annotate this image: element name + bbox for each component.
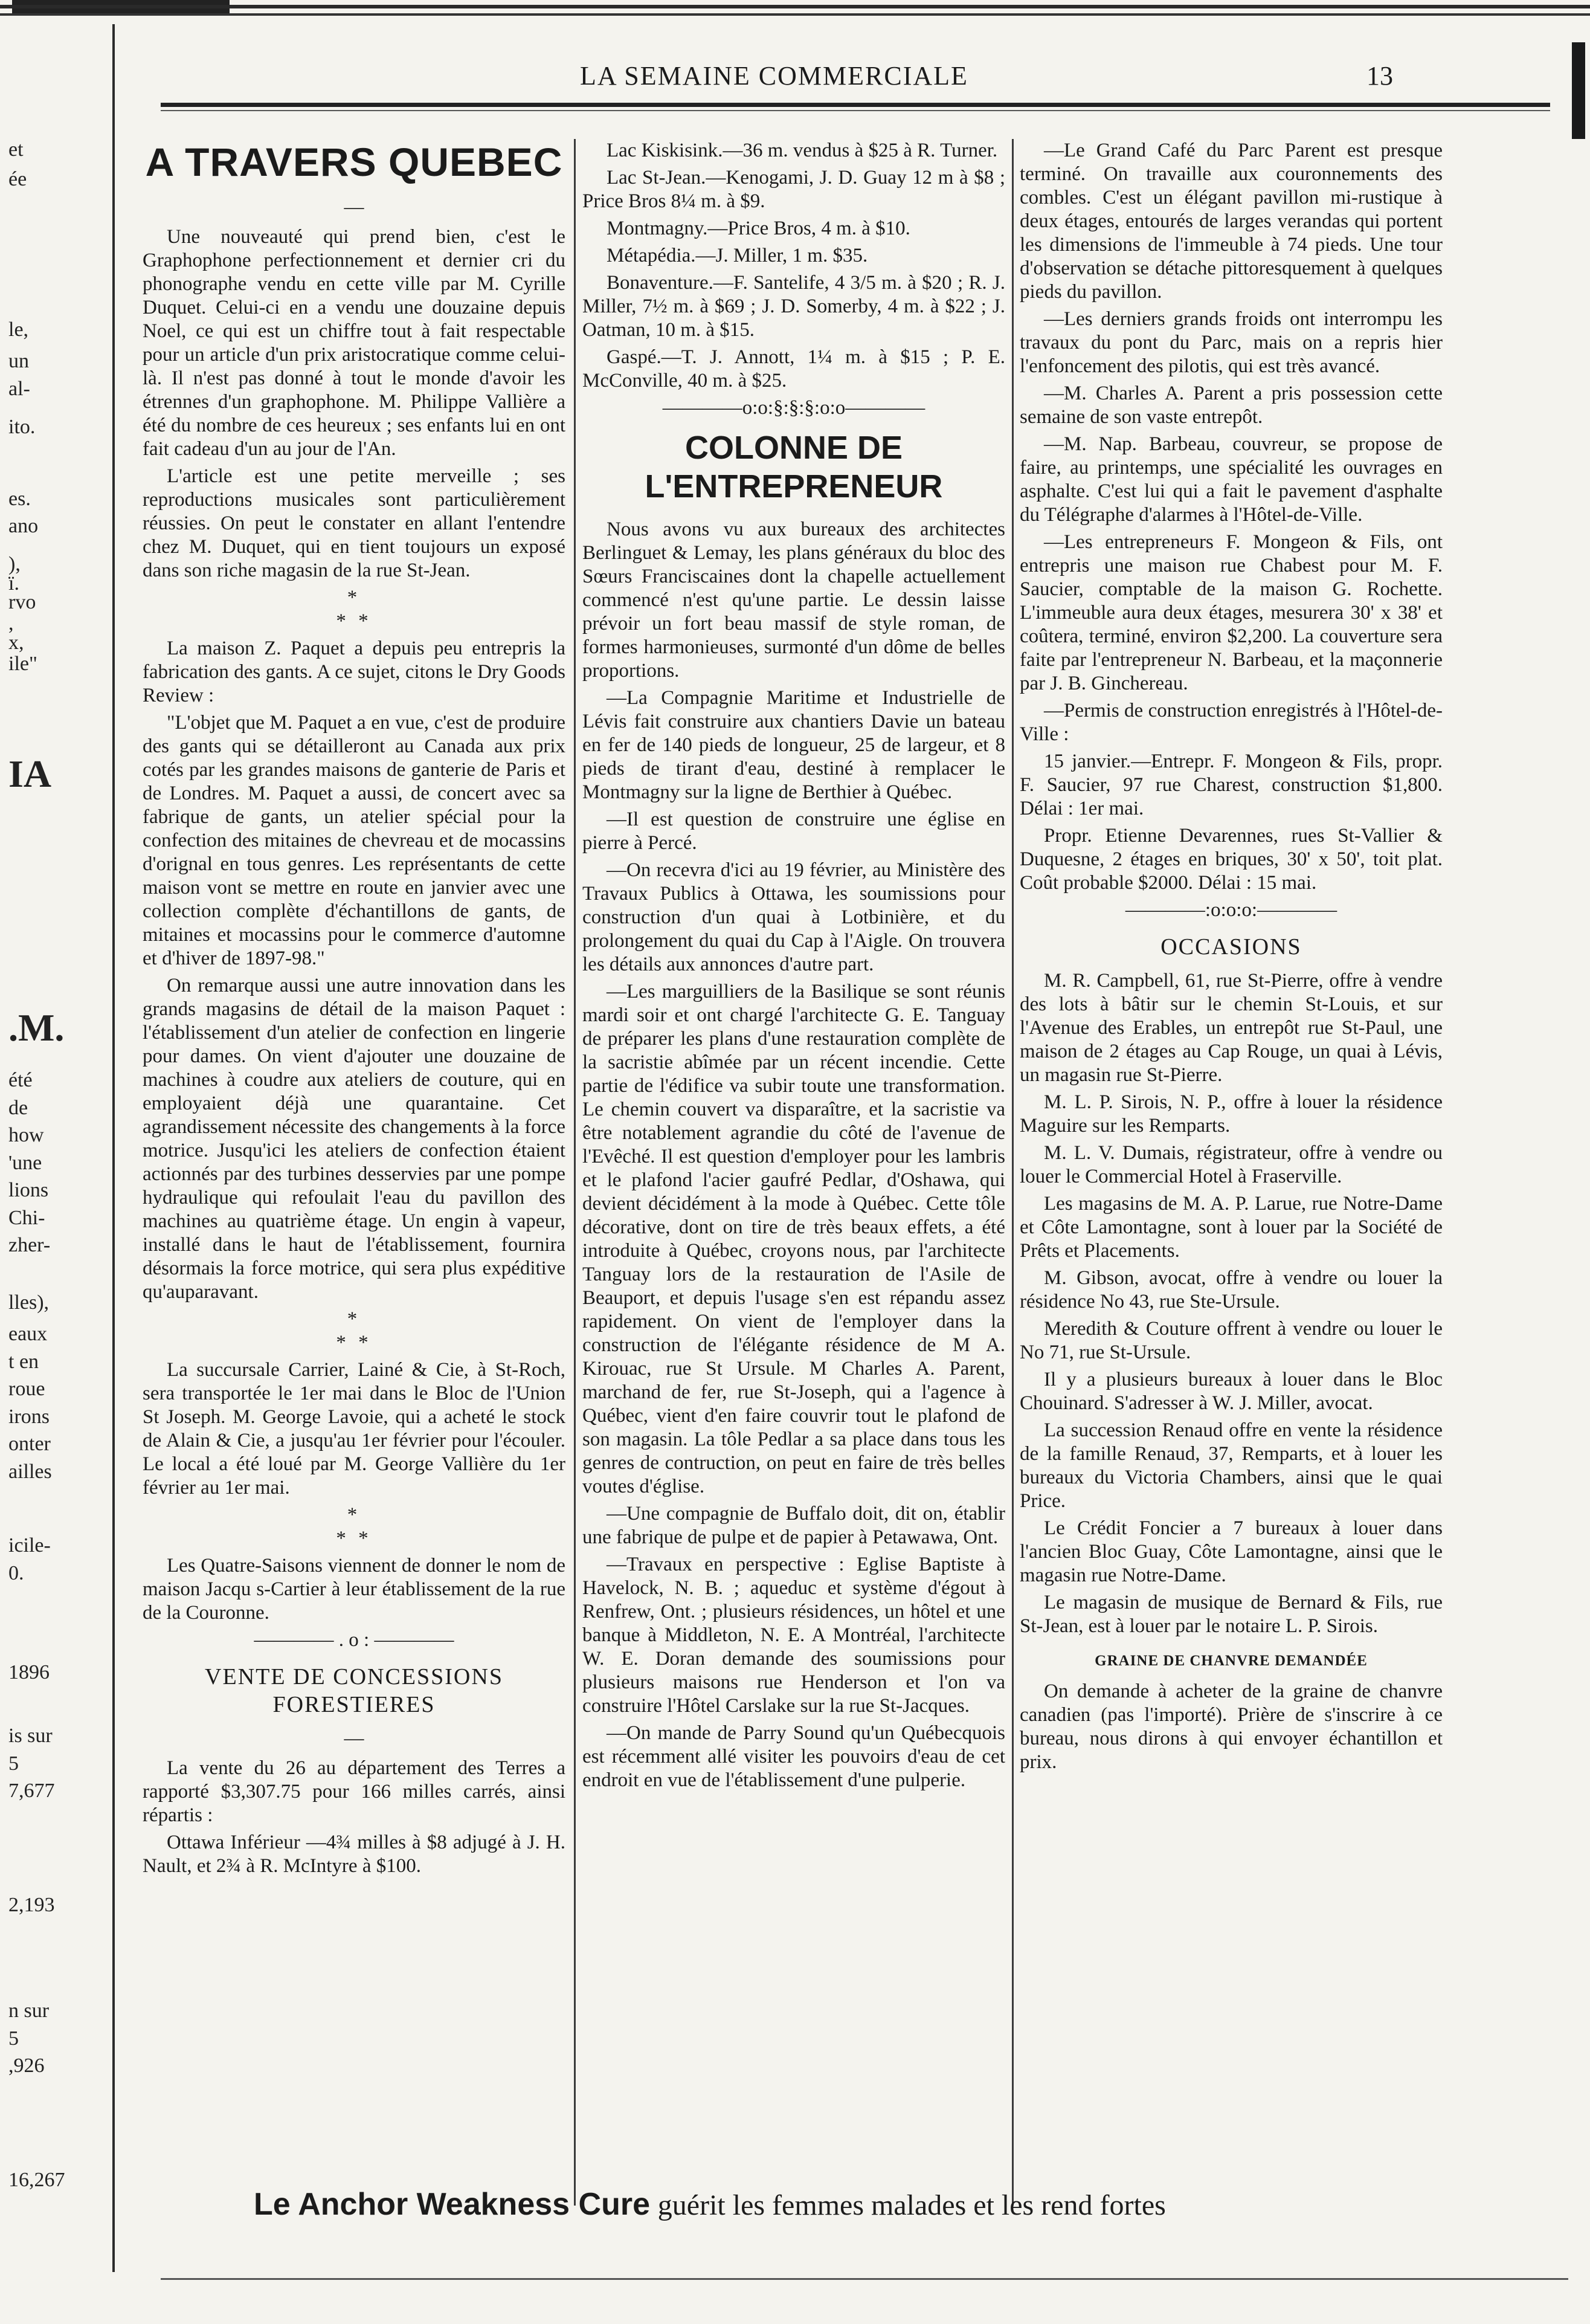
- section-title: OCCASIONS: [1160, 934, 1302, 960]
- subsection-title: GRAINE DE CHANVRE DEMANDÉE: [1095, 1653, 1368, 1669]
- gutter-fragment: ailles: [8, 1460, 52, 1483]
- gutter-fragment: ï.: [8, 572, 19, 595]
- paragraph: M. R. Campbell, 61, rue St-Pierre, offre à vendre des lots à bâtir sur le chemin St-Louis, et sur l'Avenue des Erables, un entrepôt rue St-Paul, une maison de 2 étages au Cap Rouge, un quai à Lévis, un magasin rue St-Pierre.: [1020, 970, 1443, 1086]
- paragraph: —La Compagnie Maritime et Industrielle de Lévis fait construire aux chantiers Davie un bateau en fer de 140 pieds de longueur, 25 de largeur, et 8 pieds de tirant d'eau, destiné à remplacer le Montmagny sur la ligne de Berthier à Québec.: [582, 687, 1005, 803]
- page-fold-line: [112, 24, 115, 2272]
- paragraph: —Permis de construction enregistrés à l'Hôtel-de-Ville :: [1020, 700, 1443, 745]
- gutter-fragment: 2,193: [8, 1894, 55, 1916]
- gutter-fragment: is sur: [8, 1725, 53, 1747]
- gutter-fragment: ito.: [8, 415, 36, 438]
- paragraph: L'article est une petite merveille ; ses reproductions musicales sont particulièrement réussies. On peut le constater en allant l'entendre chez M. Duquet, qui en tient toujours un exposé dans son riche magasin de la rue St-Jean.: [143, 465, 565, 581]
- paragraph: Les Quatre-Saisons viennent de donner le nom de maison Jacqu s-Cartier à leur établissement de la rue de la Couronne.: [143, 1555, 565, 1624]
- gutter-fragment: roue: [8, 1378, 45, 1400]
- gutter-fragment: été: [8, 1069, 33, 1091]
- column-rule: [574, 139, 576, 2206]
- scan-top-rule: [0, 5, 1590, 21]
- paragraph: 15 janvier.—Entrepr. F. Mongeon & Fils, propr. F. Saucier, 97 rue Charest, construction $1,800. Délai : 1er mai.: [1020, 750, 1443, 819]
- gutter-fragment: al-: [8, 377, 30, 400]
- bottom-rule: [161, 2278, 1568, 2280]
- subsection-title: VENTE DE CONCESSIONS FORESTIERES: [205, 1664, 503, 1717]
- gutter-fragment: le,: [8, 318, 29, 341]
- gutter-fragment: n sur: [8, 2000, 50, 2022]
- separator: ————o:o:§:§:§:o:o————: [662, 397, 925, 419]
- gutter-fragment: 7,677: [8, 1780, 55, 1802]
- paragraph: Les magasins de M. A. P. Larue, rue Notre-Dame et Côte Lamontagne, sont à louer par la Société de Prêts et Placements.: [1020, 1193, 1443, 1262]
- gutter-fragment: IA: [8, 752, 52, 795]
- paragraph: —Le Grand Café du Parc Parent est presque terminé. On travaille aux couronnements des combles. C'est un élégant pavillon mi-rustique à deux étages, entourés de larges verandas qui portent les dimensions de l'immeuble à 74 pieds. Une tour d'observation se détache pittoresquement à quelques pieds du pavillon.: [1020, 140, 1443, 303]
- paragraph: Lac Kiskisink.—36 m. vendus à $25 à R. Turner.: [607, 140, 998, 161]
- paragraph: Montmagny.—Price Bros, 4 m. à $10.: [607, 218, 910, 239]
- paragraph: M. L. V. Dumais, régistrateur, offre à vendre ou louer le Commercial Hotel à Fraserville.: [1020, 1142, 1443, 1187]
- gutter-fragment: irons: [8, 1405, 50, 1428]
- paragraph: —On recevra d'ici au 19 février, au Ministère des Travaux Publics à Ottawa, les soumissions pour construction d'un quai à Lotbinière, et du prolongement du quai du Cap à l'Aigle. On trouvera les détails aux annonces d'autre part.: [582, 859, 1005, 975]
- paragraph: On demande à acheter de la graine de chanvre canadien (pas l'importé). Prière de s'inscrire à ce bureau, nous dirons à qui envoyer échantillon et prix.: [1020, 1680, 1443, 1773]
- paragraph: Ottawa Inférieur —4¾ milles à $8 adjugé à J. H. Nault, et 2¾ à R. McIntyre à $100.: [143, 1832, 565, 1877]
- paragraph: Une nouveauté qui prend bien, c'est le Graphophone perfectionnement et dernier cri du phonographe vendu en cette ville par M. Cyrille Duquet. Celui-ci en a vendu une douzaine depuis Noel, ce qui est un chiffre tout à fait respectable pour un article d'un prix aristocratique comme celui-là. Il n'est pas donné à tout le monde d'avoir les étrennes d'un graphophone. M. Philippe Vallière a été du nombre de ces heureux ; ses enfants lui en ont fait cadeau d'un au jour de l'An.: [143, 226, 565, 460]
- header-rule-thin: [161, 110, 1550, 111]
- paragraph: —Les entrepreneurs F. Mongeon & Fils, ont entrepris une maison rue Chabest pour M. F. Saucier, comptable de la maison G. Rochette. L'immeuble aura deux étages, mesurera 30' x 38' et coûtera, terminé, environ $2,200. La couverture sera faite par l'entrepreneur N. Barbeau, et la maçonnerie par J. B. Ginchereau.: [1020, 531, 1443, 694]
- gutter-fragment: rvo: [8, 591, 36, 613]
- gutter-fragment: 0.: [8, 1561, 24, 1584]
- gutter-fragment: un: [8, 350, 29, 372]
- gutter-fragment: lions: [8, 1179, 49, 1201]
- header-rule: [161, 103, 1550, 107]
- paragraph: Gaspé.—T. J. Annott, 1¼ m. à $15 ; P. E. McConville, 40 m. à $25.: [582, 346, 1005, 392]
- scan-edge-mark: [1572, 42, 1585, 139]
- paragraph: Il y a plusieurs bureaux à louer dans le Bloc Chouinard. S'adresser à W. J. Miller, avocat.: [1020, 1369, 1443, 1414]
- paragraph: —Travaux en perspective : Eglise Baptiste à Havelock, N. B. ; aqueduc et système d'égout à Renfrew, Ont. ; plusieurs résidences, un hôtel et une banque à Middleton, N. E. A Montréal, l'architecte W. E. Doran demande des soumissions pour plusieurs maisons rue Henderson et l'on va construire l'Hôtel Carslake sur la rue St-Jacques.: [582, 1554, 1005, 1717]
- gutter-fragment: ée: [8, 168, 27, 190]
- gutter-fragment: eaux: [8, 1323, 48, 1345]
- running-title: LA SEMAINE COMMERCIALE: [580, 61, 968, 91]
- gutter-fragment: et: [8, 138, 24, 161]
- ad-brand: Le Anchor Weakness Cure: [254, 2187, 650, 2222]
- paragraph: La succession Renaud offre en vente la résidence de la famille Renaud, 37, Remparts, et à louer les bureaux du Victoria Chambers, ainsi que le quai Price.: [1020, 1419, 1443, 1512]
- gutter-fragment: Chi-: [8, 1206, 45, 1229]
- gutter-fragment: 5: [8, 2027, 19, 2050]
- paragraph: Lac St-Jean.—Kenogami, J. D. Guay 12 m à $8 ; Price Bros 8¼ m. à $9.: [582, 167, 1005, 212]
- asterism: * * *: [336, 587, 372, 632]
- gutter-fragment: .M.: [8, 1005, 65, 1049]
- gutter-fragment: ),: [8, 553, 21, 575]
- paragraph: Nous avons vu aux bureaux des architectes Berlinguet & Lemay, les plans généraux du bloc des Sœurs Franciscaines dont la chapelle actuellement commencé n'est qu'une partie. Le dessin laisse prévoir un fort beau massif de style roman, de formes harmonieuses, surmonté d'un dôme de belles proportions.: [582, 518, 1005, 682]
- gutter-fragment: ,926: [8, 2054, 45, 2077]
- gutter-fragment: de: [8, 1096, 28, 1119]
- gutter-fragment: 5: [8, 1752, 19, 1775]
- column-rule: [1012, 139, 1014, 2206]
- paragraph: La maison Z. Paquet a depuis peu entrepris la fabrication des gants. A ce sujet, citons le Dry Goods Review :: [143, 637, 565, 706]
- gutter-fragment: 1896: [8, 1661, 50, 1683]
- paragraph: "L'objet que M. Paquet a en vue, c'est de produire des gants qui se détailleront au Canada aux prix cotés par les grandes maisons de ganterie de Paris et de Londres. M. Paquet a aussi, de concert avec sa fabrique de gants, un atelier spécial pour la confection des mitaines de chevreau et de mocassins d'orignal en tous genres. Les représentants de cette maison vont se mettre en route en janvier avec une collection complète d'échantillons de gants, de mitaines et mocassins pour le commerce d'automne et d'hiver de 1897-98.": [143, 712, 565, 969]
- paragraph: Métapédia.—J. Miller, 1 m. $35.: [607, 245, 868, 266]
- separator: ———— . o : ————: [254, 1629, 454, 1651]
- paragraph: —Une compagnie de Buffalo doit, dit on, établir une fabrique de pulpe et de papier à Petawawa, Ont.: [582, 1503, 1005, 1548]
- paragraph: —Les derniers grands froids ont interrompu les travaux du pont du Parc, mais on a repris hier l'enfoncement des pilotis, qui est très avancé.: [1020, 308, 1443, 377]
- gutter-fragment: ano: [8, 515, 39, 537]
- gutter-fragment: t en: [8, 1350, 39, 1373]
- paragraph: —M. Nap. Barbeau, couvreur, se propose de faire, au printemps, une spécialité les ouvrages en asphalte. C'est lui qui a fait le pavement d'asphalte du Télégraphe d'alarmes à l'Hôtel-de-Ville.: [1020, 433, 1443, 526]
- gutter-fragment: ,: [8, 612, 14, 634]
- separator: ————:o:o:o:————: [1125, 899, 1337, 921]
- gutter-fragment: lles),: [8, 1291, 50, 1314]
- ad-tagline: guérit les femmes malades et les rend fortes: [657, 2189, 1166, 2221]
- gutter-fragment: onter: [8, 1433, 51, 1455]
- paragraph: M. Gibson, avocat, offre à vendre ou louer la résidence No 43, rue Ste-Ursule.: [1020, 1267, 1443, 1312]
- column-2: [582, 139, 1005, 1796]
- gutter-fragment: ile": [8, 652, 37, 675]
- paragraph: La succursale Carrier, Lainé & Cie, à St-Roch, sera transportée le 1er mai dans le Bloc de l'Union St Joseph. M. George Lavoie, qui a acheté le stock de Alain & Cie, a jusqu'au 1er février pour l'écouler. Le local a été loué par M. George Vallière du 1er février au 1er mai.: [143, 1359, 565, 1499]
- section-title: A TRAVERS QUEBEC: [145, 140, 563, 184]
- asterism: * * *: [336, 1504, 372, 1549]
- page-number: 13: [1366, 61, 1393, 91]
- gutter-fragment: how: [8, 1124, 44, 1146]
- section-title: COLONNE DE L'ENTREPRENEUR: [645, 430, 943, 505]
- paragraph: Bonaventure.—F. Santelife, 4 3/5 m. à $20 ; R. J. Miller, 7½ m. à $69 ; J. D. Somerby, 4 m. à $22 ; J. Oatman, 10 m. à $15.: [582, 272, 1005, 341]
- paragraph: —Il est question de construire une église en pierre à Percé.: [582, 809, 1005, 854]
- paragraph: On remarque aussi une autre innovation dans les grands magasins de détail de la maison Paquet : l'établissement d'un atelier de confection en lingerie pour dames. On vient d'ajouter une douzaine de machines à coudre aux ateliers de couture, qui en employaient déjà une quarantaine. Cet agrandissement nécessite des changements à la force motrice. Jusqu'ici les ateliers de confection étaient actionnés par des turbines desservies par une pompe hydraulique qui refoulait l'eau du pavillon des machines au quatrième étage. Un engin à vapeur, installé dans le haut de l'établissement, fournira désormais la force motrice, qui sera plus expéditive qu'auparavant.: [143, 975, 565, 1303]
- gutter-fragment: x,: [8, 631, 24, 654]
- gutter-fragment: es.: [8, 487, 31, 510]
- dash: —: [344, 196, 364, 218]
- paragraph: M. L. P. Sirois, N. P., offre à louer la résidence Maguire sur les Remparts.: [1020, 1091, 1443, 1137]
- paragraph: —Les marguilliers de la Basilique se sont réunis mardi soir et ont chargé l'architecte G. E. Tanguay de préparer les plans d'une restauration complète de la sacristie abîmée par un récent incendie. Cette partie de l'édifice va subir toute une transformation. Le chemin couvert va disparaître, et la sacristie va être notablement agrandie du côté de l'avenue de l'Evêché. Il est question d'employer pour les lambris et le plafond l'acier gaufré Pedlar, d'Oshawa, qui devient décidément à la mode à Québec. Cette tôle décorative, dont on tire de très beaux effets, a été introduite à Québec, croyons nous, par l'architecte Tanguay lors de la restauration de l'Asile de Beauport, et depuis l'usage s'en est répandu assez rapidement. On vient de l'employer dans la construction de l'élégante résidence de M A. Kirouac, rue St Ursule. M Charles A. Parent, marchand de fer, rue St-Joseph, qui a l'agence à Québec, vient d'en faire couvrir tout le plafond de son magasin. La tôle Pedlar a sa place dans tous les genres de contruction, on peut en faire de très belles voutes d'église.: [582, 981, 1005, 1497]
- paragraph: Le Crédit Foncier a 7 bureaux à louer dans l'ancien Bloc Guay, Côte Lamontagne, ainsi que le magasin rue Notre-Dame.: [1020, 1517, 1443, 1586]
- paragraph: Propr. Etienne Devarennes, rues St-Vallier & Duquesne, 2 étages en briques, 30' x 50', toit plat. Coût probable $2000. Délai : 15 mai.: [1020, 825, 1443, 894]
- gutter-fragment: zher-: [8, 1234, 51, 1256]
- column-1: [143, 139, 565, 1882]
- paragraph: La vente du 26 au département des Terres a rapporté $3,307.75 pour 166 milles carrés, ainsi répartis :: [143, 1757, 565, 1826]
- adjacent-page-fragments: [0, 139, 106, 2193]
- gutter-fragment: 'une: [8, 1151, 42, 1174]
- paragraph: —On mande de Parry Sound qu'un Québecquois est récemment allé visiter les pouvoirs d'eau de cet endroit en vue de l'établissement d'une pulperie.: [582, 1722, 1005, 1791]
- dash: —: [344, 1728, 364, 1749]
- footer-advertisement: [254, 2186, 1166, 2222]
- paragraph: —M. Charles A. Parent a pris possession cette semaine de son vaste entrepôt.: [1020, 382, 1443, 428]
- paragraph: Meredith & Couture offrent à vendre ou louer le No 71, rue St-Ursule.: [1020, 1318, 1443, 1363]
- gutter-fragment: 16,267: [8, 2169, 65, 2191]
- asterism: * * *: [336, 1308, 372, 1354]
- column-3: [1020, 139, 1443, 1778]
- gutter-fragment: icile-: [8, 1534, 51, 1557]
- paragraph: Le magasin de musique de Bernard & Fils, rue St-Jean, est à louer par le notaire L. P. Sirois.: [1020, 1592, 1443, 1637]
